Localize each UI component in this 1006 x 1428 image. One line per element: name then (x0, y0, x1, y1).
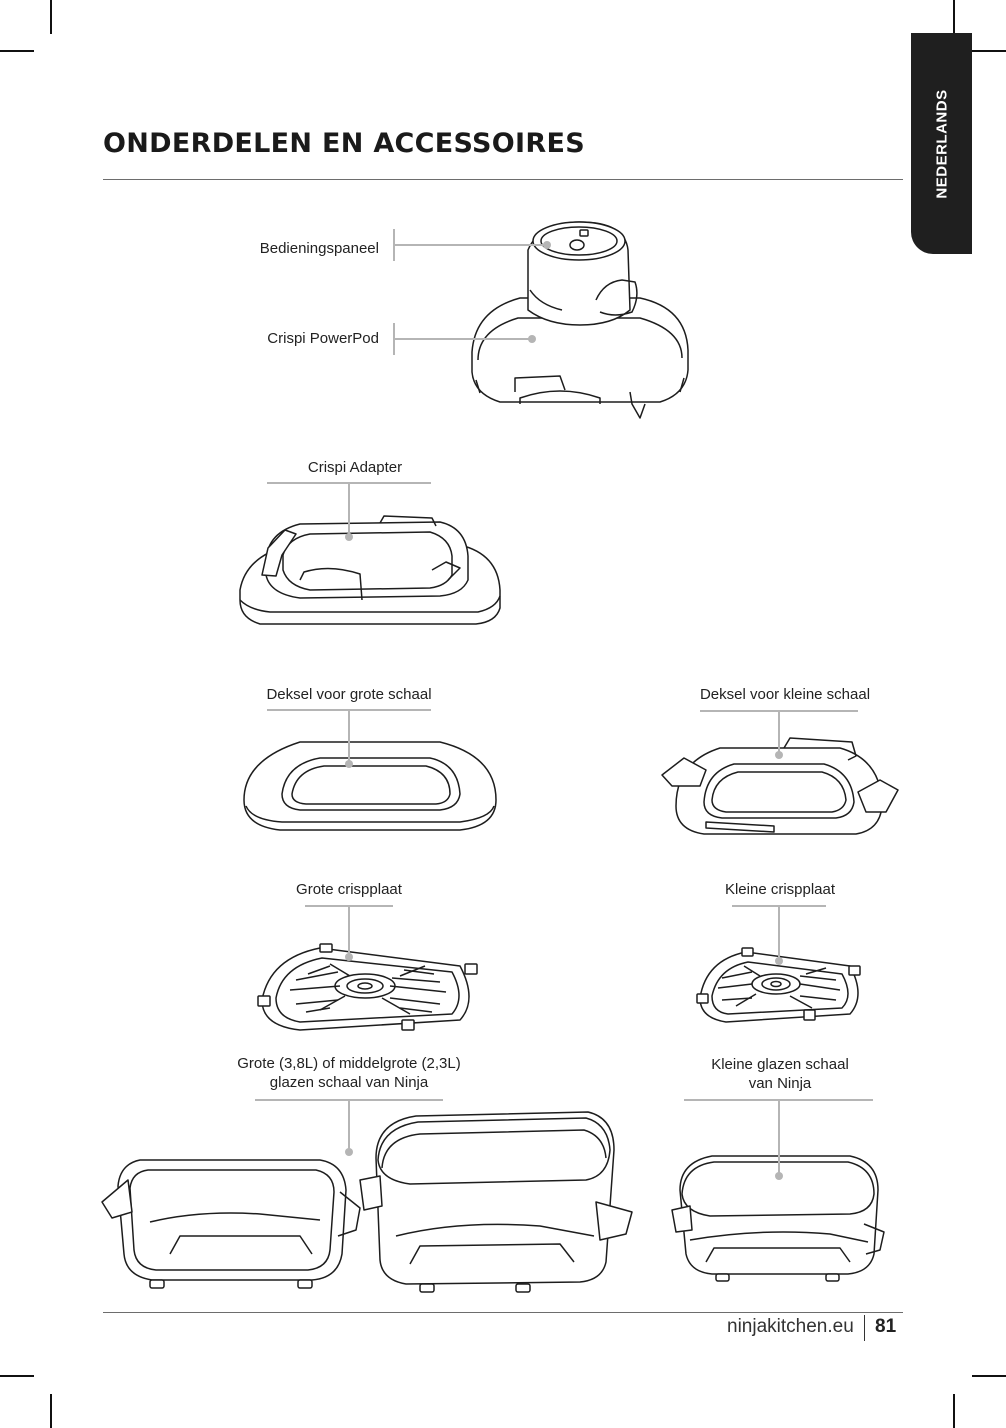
label-crisp-large: Grote crispplaat (296, 881, 402, 898)
label-bowl-small-line1: Kleine glazen schaal (711, 1056, 849, 1073)
language-tab-label: NEDERLANDS (933, 88, 950, 199)
adapter-illustration (240, 516, 500, 624)
label-bowl-large-line2: glazen schaal van Ninja (269, 1074, 429, 1091)
label-lid-large: Deksel voor grote schaal (266, 686, 432, 703)
page-number: 81 (875, 1316, 897, 1337)
label-bowl-large-line1: Grote (3,8L) of middelgrote (2,3L) (237, 1055, 461, 1072)
footer-website: ninjakitchen.eu (727, 1316, 854, 1337)
page-title: ONDERDELEN EN ACCESSOIRES (103, 128, 585, 159)
bowl-medium-illustration (360, 1112, 632, 1292)
powerpod-illustration (472, 222, 688, 418)
bowl-large-illustration (102, 1160, 360, 1288)
footer-rule (103, 1312, 903, 1313)
lid-large-illustration (244, 742, 496, 830)
label-bowl-small-line2: van Ninja (748, 1075, 812, 1092)
label-adapter: Crispi Adapter (307, 459, 403, 476)
footer-separator (864, 1315, 865, 1341)
label-lid-small: Deksel voor kleine schaal (699, 686, 871, 703)
crisp-plate-large-illustration (258, 944, 477, 1030)
label-crisp-small: Kleine crispplaat (724, 881, 836, 898)
label-control-panel: Bedieningspaneel (259, 240, 379, 257)
label-powerpod: Crispi PowerPod (267, 330, 379, 347)
